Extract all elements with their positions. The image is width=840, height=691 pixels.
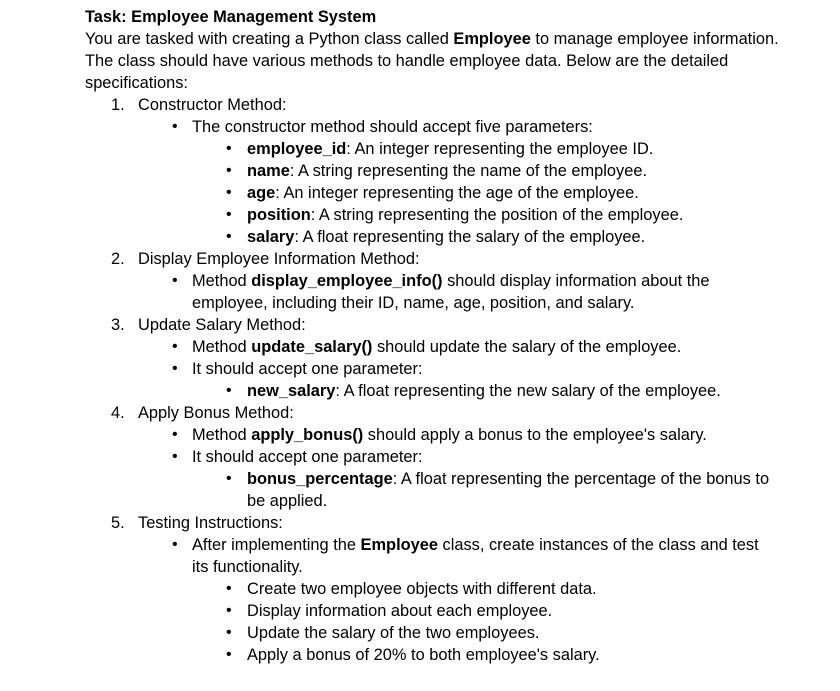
bullet-icon: • — [226, 646, 232, 663]
document — [85, 6, 805, 666]
param-name: employee_id — [247, 140, 347, 158]
section-constructor-heading — [85, 94, 805, 116]
list-item-text: It should accept one parameter: — [192, 360, 423, 378]
bullet-icon: • — [226, 382, 232, 399]
section-title: Apply Bonus Method: — [138, 404, 294, 422]
bullet-icon: • — [172, 360, 178, 377]
bullet-icon: • — [226, 580, 232, 597]
list-item — [85, 270, 772, 314]
param-item-salary — [85, 226, 787, 248]
list-item-text-1: Method — [192, 426, 252, 444]
bullet-icon: • — [172, 536, 178, 553]
section-testing-heading — [85, 512, 805, 534]
list-item-text-1: After implementing the — [192, 536, 361, 554]
section-update-salary-heading — [85, 314, 805, 336]
param-name: bonus_percentage — [247, 470, 393, 488]
param-description: : A string representing the name of the employee. — [289, 162, 647, 180]
task-title: Task: Employee Management System — [85, 8, 377, 26]
section-number: 5. — [111, 514, 125, 532]
list-item-text-1: Method — [192, 272, 252, 290]
bullet-icon: • — [226, 228, 232, 245]
bullet-icon: • — [172, 272, 178, 289]
list-item-text-2: class, create instances of the class and test its functionality. — [192, 536, 759, 576]
bullet-icon: • — [172, 448, 178, 465]
section-title: Update Salary Method: — [138, 316, 306, 334]
bullet-icon: • — [172, 426, 178, 443]
section-title: Testing Instructions: — [138, 514, 283, 532]
param-description: : A float representing the percentage of the bonus to be applied. — [247, 470, 770, 510]
bullet-icon: • — [226, 140, 232, 157]
method-name: apply_bonus() — [251, 426, 364, 444]
param-name: age — [247, 184, 276, 202]
test-step-text: Display information about each employee. — [247, 602, 553, 620]
bullet-icon: • — [172, 338, 178, 355]
bullet-icon: • — [226, 184, 232, 201]
list-item — [85, 336, 772, 358]
list-item-text-2: should display information about the employee, including their ID, name, age, position, and salary. — [192, 272, 710, 312]
param-name: new_salary — [247, 382, 336, 400]
intro-text-2: to manage employee information. The class should have various methods to handle employee data. Below are the detailed specifications: — [85, 30, 779, 92]
list-item-text-2: should apply a bonus to the employee's salary. — [363, 426, 707, 444]
list-item-text: The constructor method should accept five parameters: — [192, 118, 593, 136]
bullet-icon: • — [172, 118, 178, 135]
list-item — [85, 534, 772, 578]
param-description: : A float representing the new salary of the employee. — [335, 382, 721, 400]
section-display-heading — [85, 248, 805, 270]
param-description: : An integer representing the age of the employee. — [275, 184, 639, 202]
param-item-new-salary — [85, 380, 787, 402]
param-description: : An integer representing the employee ID. — [346, 140, 654, 158]
bullet-icon: • — [226, 470, 232, 487]
section-number: 1. — [111, 96, 125, 114]
param-item-age — [85, 182, 787, 204]
section-title: Constructor Method: — [138, 96, 287, 114]
section-apply-bonus-heading — [85, 402, 805, 424]
bullet-icon: • — [226, 602, 232, 619]
param-description: : A string representing the position of the employee. — [310, 206, 684, 224]
section-number: 3. — [111, 316, 125, 334]
test-step-text: Apply a bonus of 20% to both employee's salary. — [247, 646, 600, 664]
param-item-employee-id — [85, 138, 787, 160]
test-step-item — [85, 578, 787, 600]
section-number: 4. — [111, 404, 125, 422]
method-name: display_employee_info() — [251, 272, 443, 290]
intro-text-1: You are tasked with creating a Python class called — [85, 30, 454, 48]
list-item — [85, 116, 772, 138]
bullet-icon: • — [226, 206, 232, 223]
list-item — [85, 358, 772, 380]
list-item — [85, 424, 772, 446]
test-step-text: Create two employee objects with different data. — [247, 580, 597, 598]
section-number: 2. — [111, 250, 125, 268]
bullet-icon: • — [226, 624, 232, 641]
test-step-item — [85, 644, 787, 666]
param-description: : A float representing the salary of the employee. — [294, 228, 646, 246]
bullet-icon: • — [226, 162, 232, 179]
list-item — [85, 446, 772, 468]
test-step-item — [85, 622, 787, 644]
list-item-text-1: Method — [192, 338, 252, 356]
intro-class-name: Employee — [453, 30, 531, 48]
method-name: update_salary() — [251, 338, 373, 356]
intro-paragraph — [85, 28, 785, 94]
param-name: salary — [247, 228, 295, 246]
test-step-item — [85, 600, 787, 622]
test-step-text: Update the salary of the two employees. — [247, 624, 540, 642]
param-name: position — [247, 206, 311, 224]
param-name: name — [247, 162, 290, 180]
list-item-text: It should accept one parameter: — [192, 448, 423, 466]
param-item-name — [85, 160, 787, 182]
section-title: Display Employee Information Method: — [138, 250, 420, 268]
param-item-bonus-percentage — [85, 468, 787, 512]
param-item-position — [85, 204, 787, 226]
list-item-text-2: should update the salary of the employee. — [372, 338, 682, 356]
class-name: Employee — [360, 536, 438, 554]
